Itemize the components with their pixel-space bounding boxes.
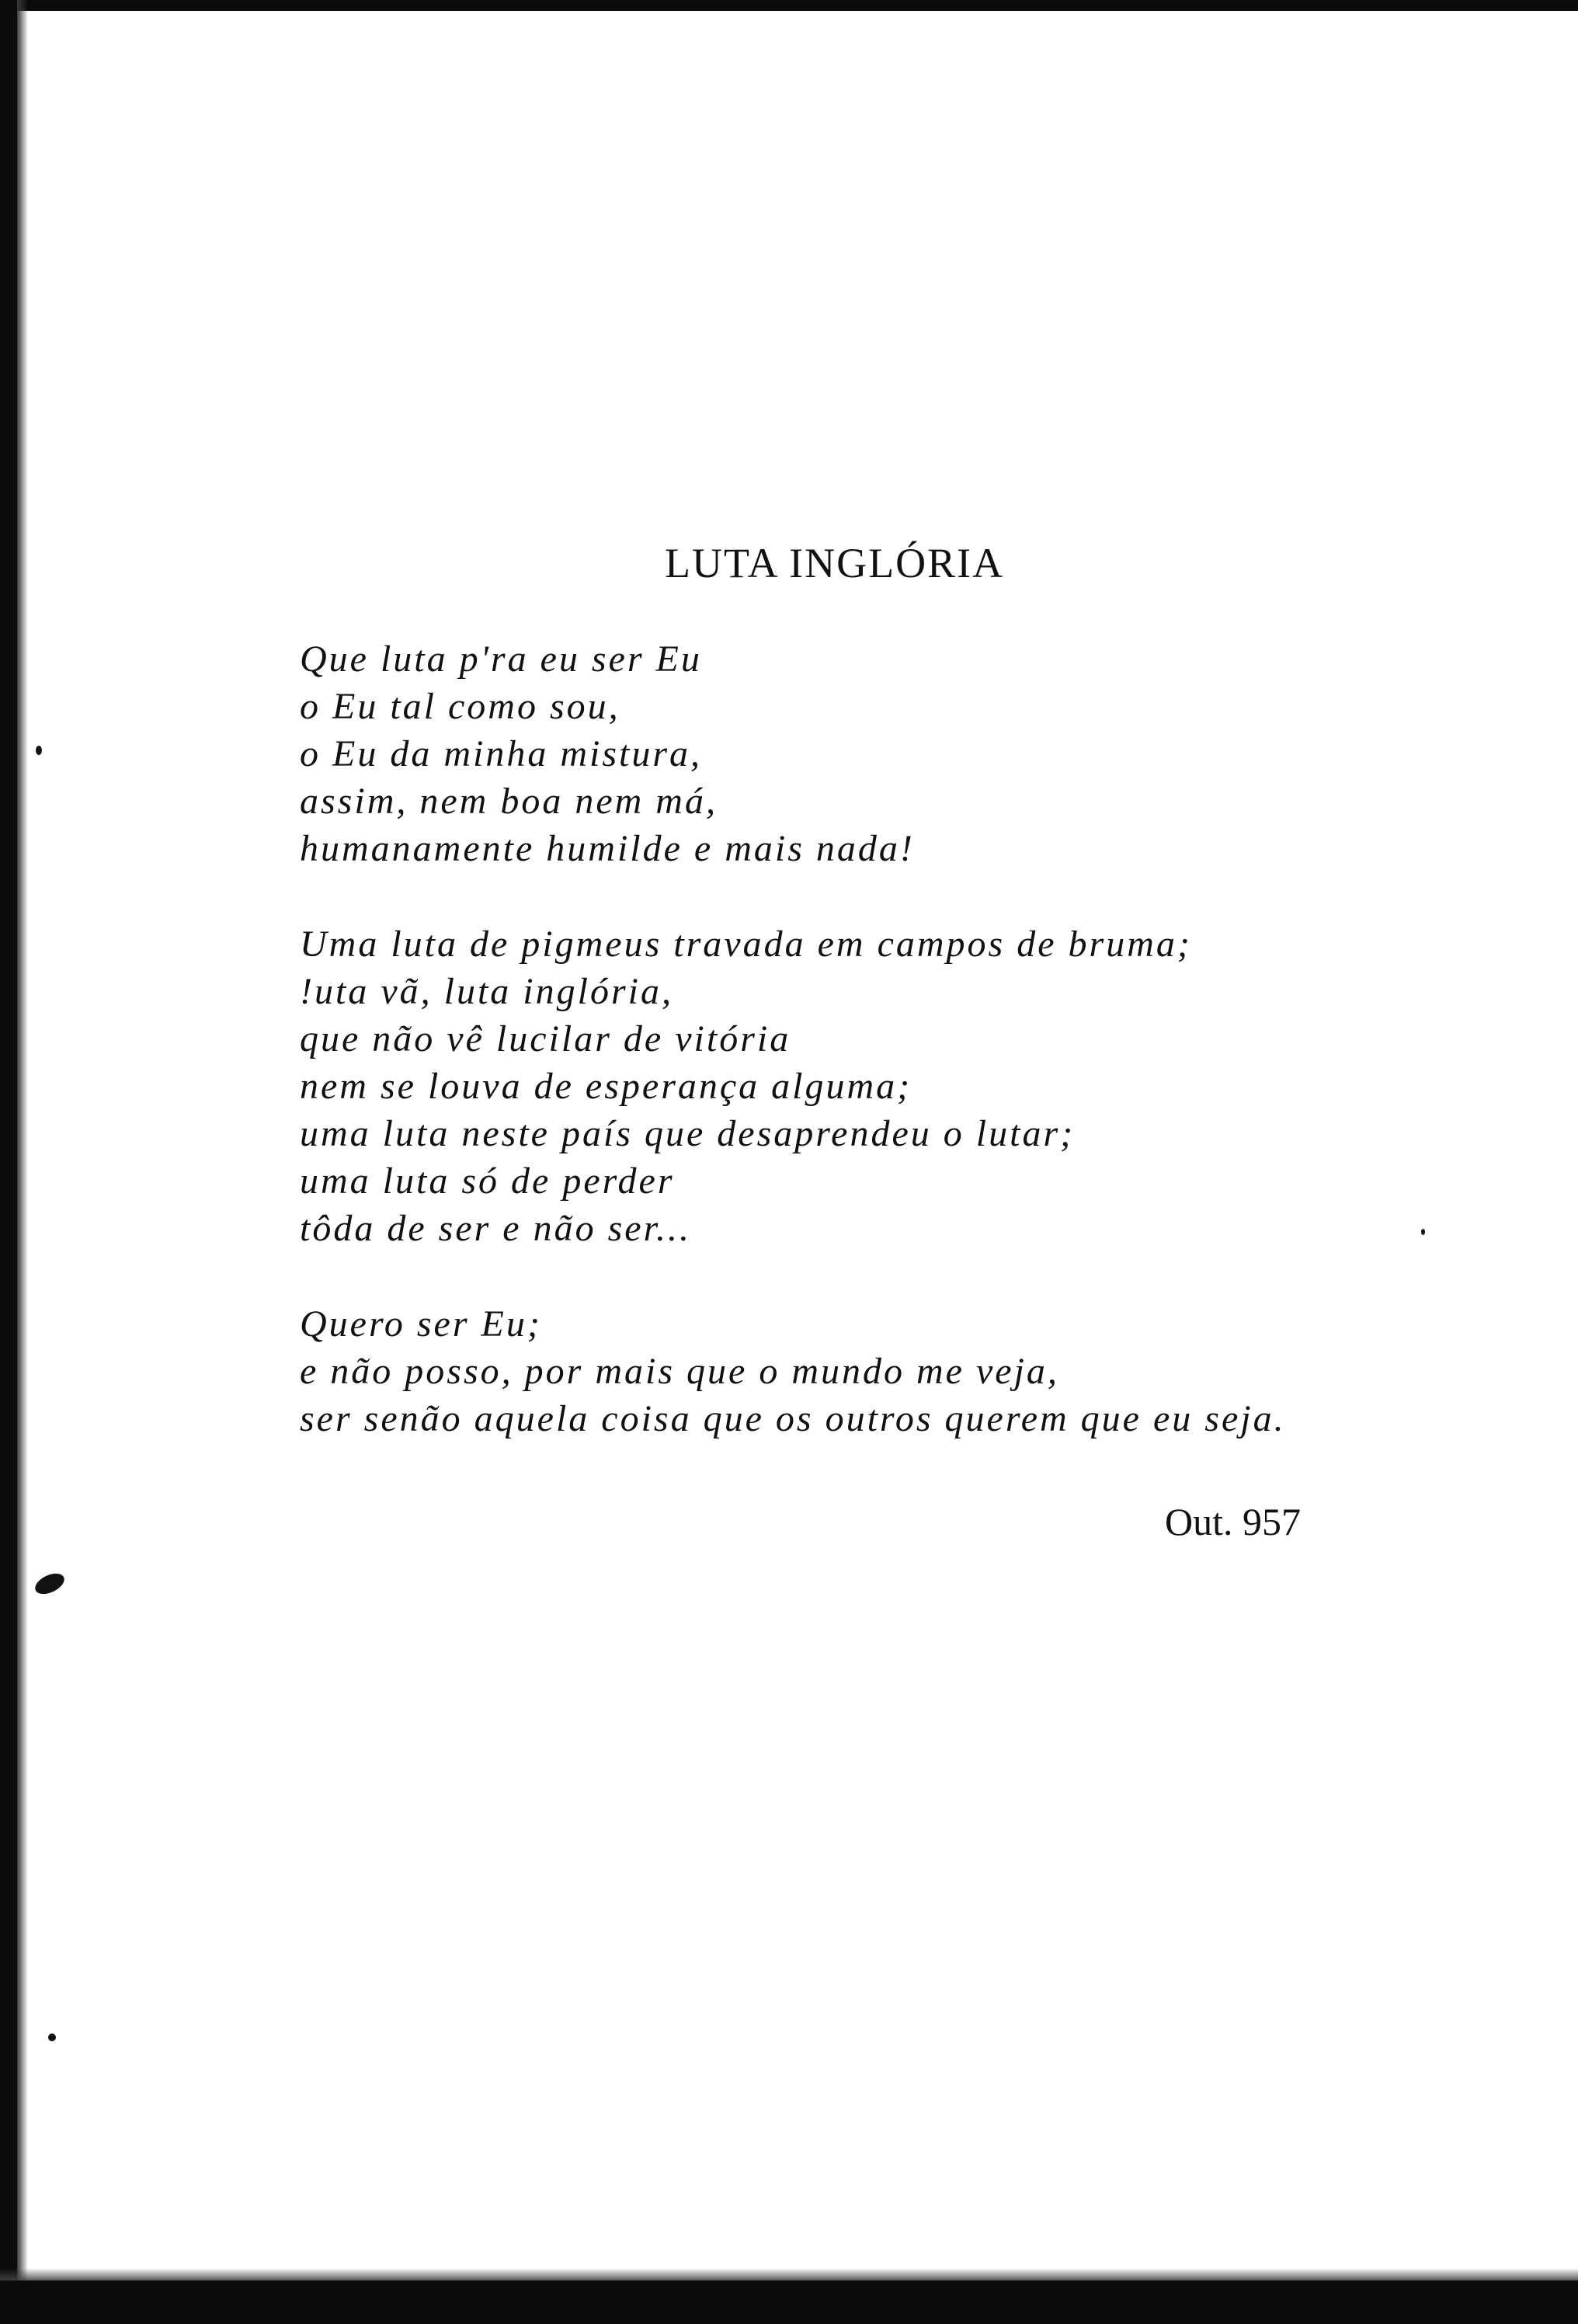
poem-line: humanamente humilde e mais nada!: [300, 828, 915, 869]
poem-line: e não posso, por mais que o mundo me veja,: [300, 1351, 1059, 1392]
poem-line: nem se louva de esperança alguma;: [300, 1066, 912, 1107]
poem-date: Out. 957: [1165, 1500, 1301, 1543]
poem-line: o Eu da minha mistura,: [300, 733, 703, 774]
poem-line: Que luta p'ra eu ser Eu: [300, 638, 702, 680]
poem-line: uma luta neste país que desaprendeu o lutar;: [300, 1113, 1076, 1154]
scan-shadow-left: [17, 0, 28, 2324]
scan-speck: [48, 2034, 56, 2041]
stanza-1: [300, 635, 1480, 872]
scan-border-bottom: [0, 2281, 1578, 2324]
scan-border-top: [0, 0, 1578, 11]
scan-border-left: [0, 0, 17, 2324]
poem-line: que não vê lucilar de vitória: [300, 1018, 791, 1059]
poem-line: uma luta só de perder: [300, 1160, 675, 1202]
poem-body: [300, 635, 1480, 1491]
poem-title: LUTA INGLÓRIA: [665, 540, 1005, 586]
poem-line: ser senão aquela coisa que os outros querem que eu seja.: [300, 1398, 1286, 1439]
stanza-2: [300, 920, 1480, 1252]
scan-speck: [36, 746, 42, 755]
scan-speck: [32, 1570, 68, 1599]
poem-line: o Eu tal como sou,: [300, 686, 620, 727]
poem-line: tôda de ser e não ser...: [300, 1208, 691, 1249]
stanza-3: [300, 1300, 1480, 1442]
poem-line: assim, nem boa nem má,: [300, 781, 718, 822]
poem-line: Quero ser Eu;: [300, 1303, 542, 1345]
poem-line: !uta vã, luta inglória,: [300, 971, 673, 1012]
poem-line: Uma luta de pigmeus travada em campos de bruma;: [300, 924, 1192, 965]
